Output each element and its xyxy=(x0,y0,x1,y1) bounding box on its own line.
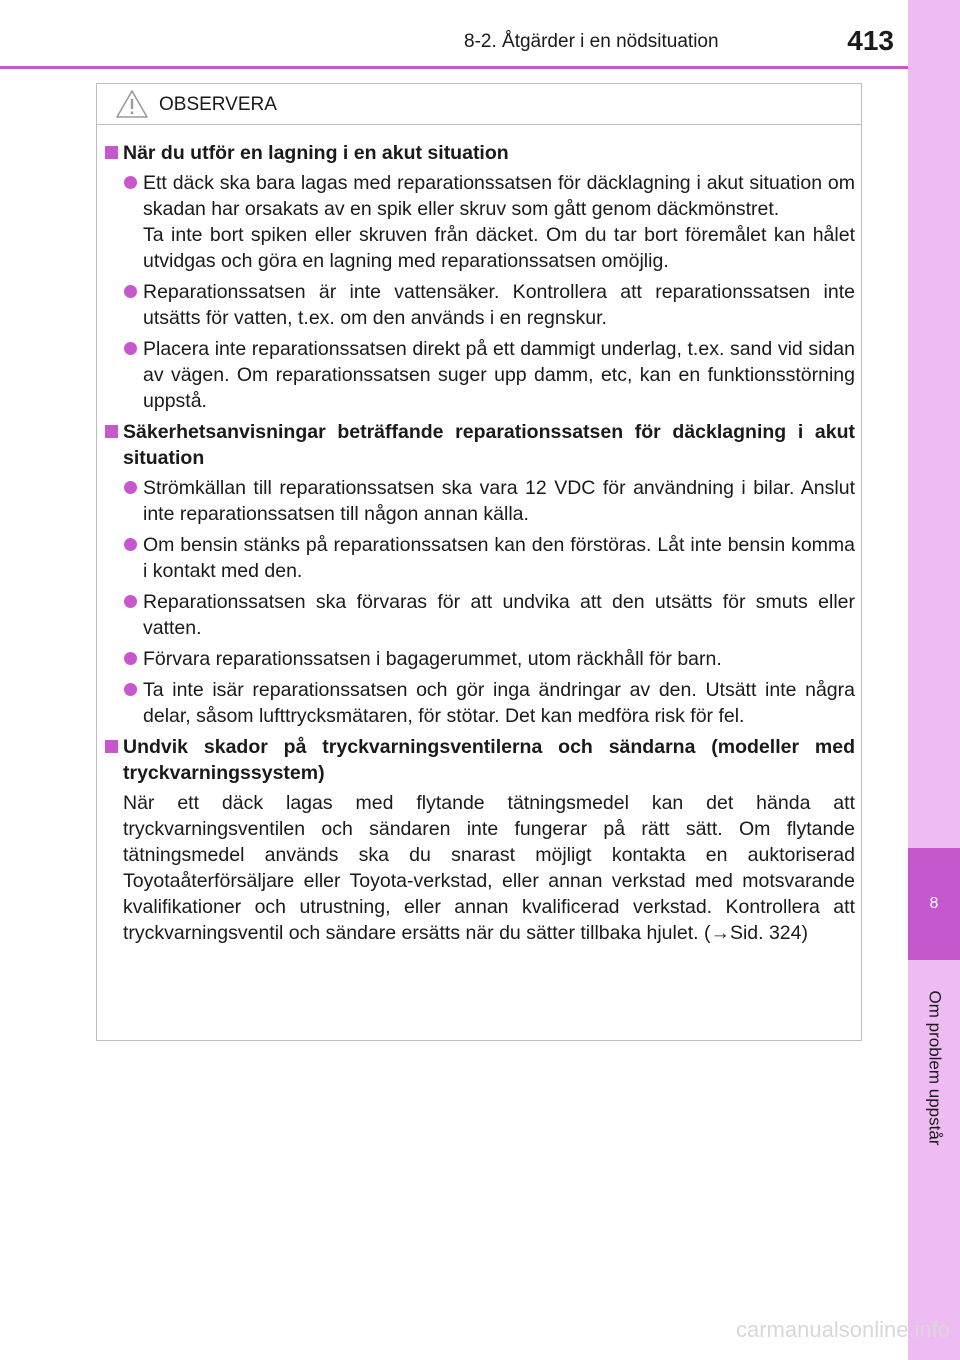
page-number: 413 xyxy=(847,25,894,56)
list-item: Strömkällan till reparationssatsen ska vara 12 VDC för användning i bilar. Anslut inte reparationssatsen till någon annan källa. xyxy=(105,475,855,527)
list-item: Reparationssatsen är inte vattensäker. Kontrollera att reparationssatsen inte utsätts för vatten, t.ex. om den används i en regnskur. xyxy=(105,279,855,331)
list-item-text: Ett däck ska bara lagas med reparationssatsen för däcklagning i akut situation om skadan har orsakats av en spik eller skruv som gått genom däckmönstret. xyxy=(143,172,855,220)
heading-safety-instructions: Säkerhetsanvisningar beträffande reparationssatsen för däcklagning i akut situation xyxy=(105,419,855,471)
list-item: Ta inte isär reparationssatsen och gör inga ändringar av den. Utsätt inte några delar, såsom lufttrycksmätaren, för stötar. Det kan medföra risk för fel. xyxy=(105,677,855,729)
warning-icon xyxy=(115,88,149,120)
section-title: 8-2. Åtgärder i en nödsituation xyxy=(464,31,719,52)
list-item: Reparationssatsen ska förvaras för att undvika att den utsätts för smuts eller vatten. xyxy=(105,589,855,641)
notice-body xyxy=(105,140,855,946)
list-item xyxy=(105,170,855,274)
list-item: Om bensin stänks på reparationssatsen kan den förstöras. Låt inte bensin komma i kontakt med den. xyxy=(105,532,855,584)
chapter-label: Om problem uppstår xyxy=(925,990,945,1145)
chapter-number: 8 xyxy=(929,895,939,912)
side-tab-top xyxy=(908,0,960,848)
list-item: Förvara reparationssatsen i bagagerummet, utom räckhåll för barn. xyxy=(105,646,855,672)
paragraph-pressure-valves: När ett däck lagas med flytande tätningsmedel kan det hända att tryckvarningsventilen och sändaren inte fungerar på rätt sätt. Om flytande tätningsmedel används ska du snarast möjligt kontakta en auktoriserad Toyotaåterförsäljare eller Toyota-verkstad, eller annan verkstad med motsvarande kvalifikationer och utrustning, eller annan kvalificerad verkstad. Kontrollera att tryckvarningsventil och sändare ersätts när du sätter tillbaka hjulet. (→Sid. 324) xyxy=(123,792,855,944)
notice-title: OBSERVERA xyxy=(159,94,277,115)
list-item: Placera inte reparationssatsen direkt på ett dammigt underlag, t.ex. sand vid sidan av vägen. Om reparationssatsen suger upp damm, etc, kan en funktionsstörning uppstå. xyxy=(105,336,855,414)
chapter-label-tab xyxy=(908,960,960,1175)
heading-avoid-damage: Undvik skador på tryckvarningsventilerna och sändarna (modeller med tryckvarningssystem) xyxy=(105,734,855,786)
list-item-text: Ta inte bort spiken eller skruven från däcket. Om du tar bort föremålet kan hålet utvidgas och göra en lagning med reparationssatsen omöjlig. xyxy=(143,224,855,272)
notice-header xyxy=(97,84,861,125)
header-rule xyxy=(0,66,908,69)
chapter-number-tab xyxy=(908,848,960,960)
heading-repair-emergency: När du utför en lagning i en akut situation xyxy=(105,140,855,166)
notice-box xyxy=(96,83,862,1041)
footer-watermark-link[interactable]: carmanualsonline.info xyxy=(736,1317,951,1342)
